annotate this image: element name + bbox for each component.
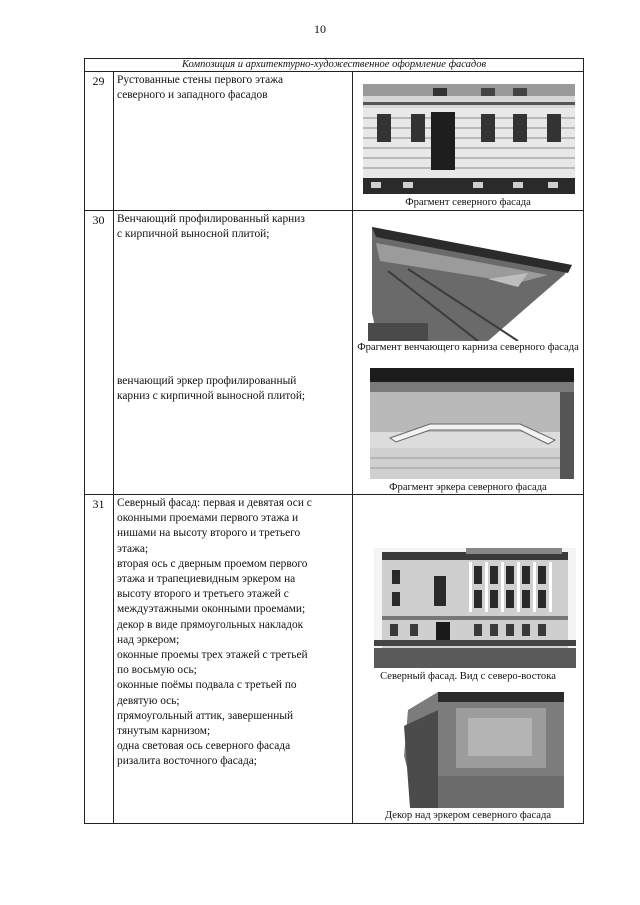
row-divider-29-30: [84, 210, 584, 211]
row-description: Рустованные стены первого этажа северного и западного фасадов: [117, 74, 284, 102]
photo-caption: Фрагмент венчающего карниза северного фасада: [357, 342, 579, 353]
row-number: 31: [92, 497, 105, 511]
number-column-divider: [113, 71, 114, 824]
table-border-bottom: [84, 823, 584, 824]
row-description-second: венчающий эркер профилированный карниз с кирпичной выносной плитой;: [117, 375, 306, 403]
photo-caption: Фрагмент северного фасада: [405, 197, 531, 208]
photo-column-divider: [352, 71, 353, 824]
photo-caption: Фрагмент эркера северного фасада: [389, 482, 547, 493]
facade-composition-table: [84, 58, 584, 824]
photo-caption: Северный фасад. Вид с северо-востока: [380, 671, 556, 682]
bay-window-fragment-photo: [370, 368, 574, 479]
row-description: Венчающий профилированный карниз с кирпичной выносной плитой;: [117, 213, 305, 241]
bay-window-decor-photo: [398, 686, 564, 808]
north-facade-view-photo: [374, 536, 576, 668]
page-number: 10: [314, 22, 326, 36]
row-description: Северный фасад: первая и девятая оси с оконными проемами первого этажа и нишами на высоту второго и третьего этажа; вторая ось с дверным проемом первого этажа и трапециевидным эркером на высоту второго и третьего этажей с междуэтажными оконными проемами; декор в виде прямоугольных накладок над эркером; оконные проемы трех этажей с третьей по восьмую ось; оконные поёмы подвала с третьей по девятую ось; прямоугольный аттик, завершенный тянутым карнизом; одна световая ось северного фасада ризалита восточного фасада;: [117, 497, 312, 768]
row-number: 29: [92, 74, 105, 88]
table-border-left: [84, 58, 85, 824]
row-number: 30: [92, 213, 105, 227]
table-header: Композиция и архитектурно-художественное оформление фасадов: [181, 59, 487, 70]
north-facade-fragment-photo: [363, 84, 575, 194]
photo-caption: Декор над эркером северного фасада: [384, 810, 552, 821]
row-divider-30-31: [84, 494, 584, 495]
table-border-right: [583, 58, 584, 824]
crowning-cornice-photo: [368, 223, 572, 341]
header-divider: [84, 71, 584, 72]
